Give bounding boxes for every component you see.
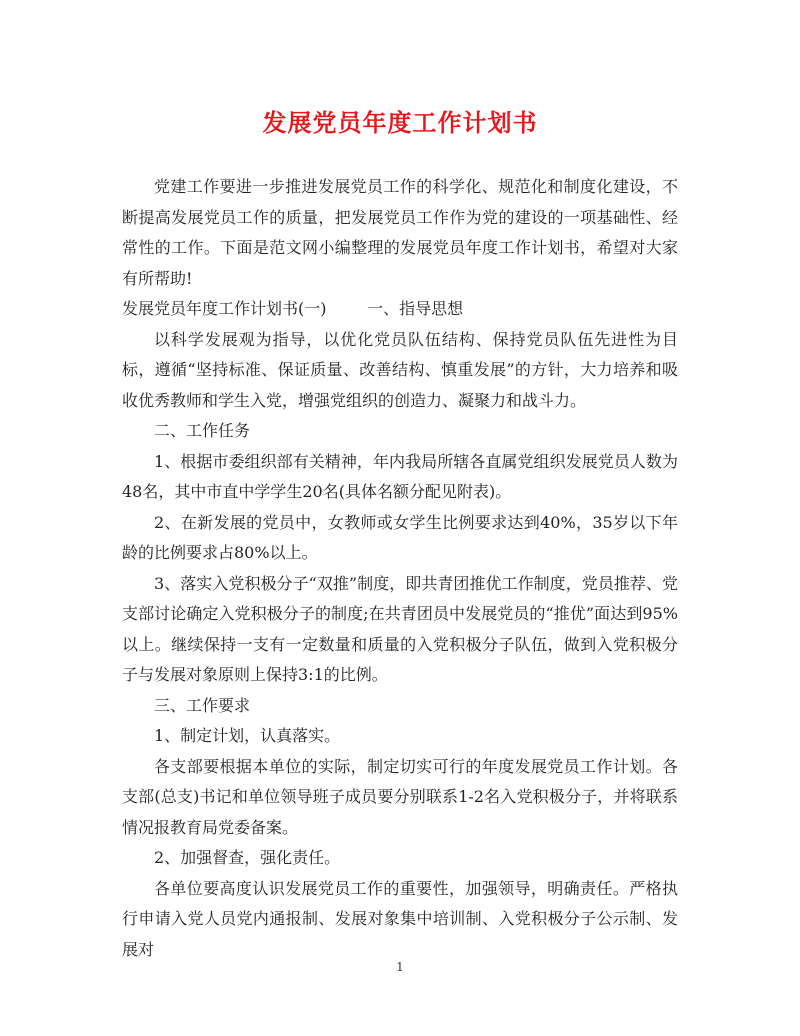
section-heading-guiding-ideology: 发展党员年度工作计划书(一) 一、指导思想 bbox=[122, 299, 464, 318]
document-body bbox=[122, 172, 678, 965]
task-item-3: 3、落实入党积极分子“双推”制度，即共青团推优工作制度，党员推荐、党支部讨论确定入党积极分子的制度;在共青团员中发展党员的“推优”面达到95%以上。继续保持一支有一定数量和质量的入党积极分子队伍，做到入党积极分子与发展对象原则上保持3:1的比例。 bbox=[122, 573, 678, 684]
document-title: 发展党员年度工作计划书 bbox=[262, 108, 538, 137]
section-heading-work-requirements: 三、工作要求 bbox=[154, 695, 251, 715]
task-item-2: 2、在新发展的党员中，女教师或女学生比例要求达到40%，35岁以下年龄的比例要求占80%以上。 bbox=[122, 512, 678, 562]
task-item-1: 1、根据市委组织部有关精神，年内我局所辖各直属党组织发展党员人数为48名，其中市直中学学生20名(具体名额分配见附表)。 bbox=[122, 451, 678, 501]
requirement-paragraph-1: 各支部要根据本单位的实际，制定切实可行的年度发展党员工作计划。各支部(总支)书记和单位领导班子成员要分别联系1-2名入党积极分子，并将联系情况报教育局党委备案。 bbox=[122, 756, 678, 837]
requirement-heading-1: 1、制定计划，认真落实。 bbox=[154, 726, 341, 745]
page-number: 1 bbox=[396, 960, 404, 974]
section-heading-work-tasks: 二、工作任务 bbox=[154, 421, 251, 440]
intro-paragraph: 党建工作要进一步推进发展党员工作的科学化、规范化和制度化建设，不断提高发展党员工作的质量，把发展党员工作作为党的建设的一项基础性、经常性的工作。下面是范文网小编整理的发展党员年度工作计划书，希望对大家有所帮助! bbox=[122, 177, 678, 288]
guiding-ideology-paragraph: 以科学发展观为指导，以优化党员队伍结构、保持党员队伍先进性为目标，遵循“坚持标准、保证质量、改善结构、慎重发展”的方针，大力培养和吸收优秀教师和学生入党，增强党组织的创造力、凝聚力和战斗力。 bbox=[122, 329, 678, 410]
requirement-paragraph-2: 各单位要高度认识发展党员工作的重要性，加强领导，明确责任。严格执行申请入党人员党内通报制、发展对象集中培训制、入党积极分子公示制、发展对 bbox=[122, 878, 678, 959]
requirement-heading-2: 2、加强督查，强化责任。 bbox=[154, 848, 341, 867]
